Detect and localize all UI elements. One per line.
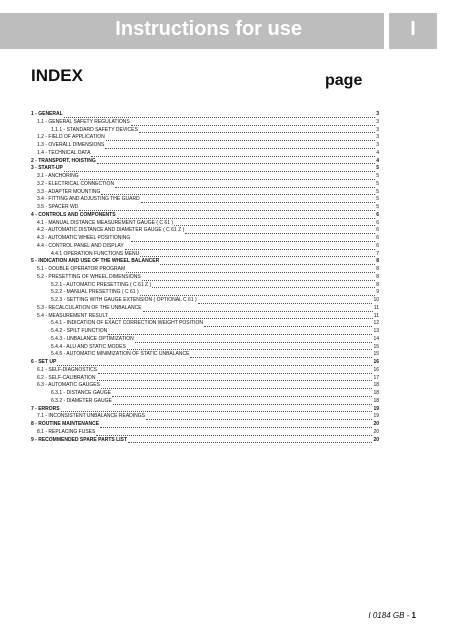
header-language: I — [410, 18, 416, 40]
toc-entry-page: 4 — [376, 157, 379, 164]
toc-entry[interactable] — [31, 382, 379, 390]
toc-entry-title: 5.1 - DOUBLE OPERATOR PROGRAM — [37, 266, 126, 272]
toc-entry-page: 10 — [373, 297, 379, 303]
header-title: Instructions for use — [115, 18, 302, 40]
toc-entry[interactable] — [31, 134, 379, 142]
toc-entry-page: 5 — [376, 173, 379, 179]
toc-entry-title: 6.1 - SELF-DIAGNOSTICS — [37, 366, 98, 373]
toc-dot-leader — [105, 143, 375, 149]
toc-entry-page: 18 — [373, 397, 379, 404]
toc-dot-leader — [204, 321, 372, 327]
toc-entry[interactable] — [31, 390, 379, 398]
toc-entry-page: 15 — [373, 343, 379, 350]
toc-entry-page: 20 — [373, 428, 379, 435]
toc-entry-title: 1.3 - OVERALL DIMENSIONS — [37, 142, 105, 148]
toc-entry-title: 2 - TRANSPORT, HOISTING — [31, 157, 96, 164]
toc-entry[interactable] — [31, 150, 379, 158]
toc-entry-page: 20 — [373, 421, 379, 427]
toc-dot-leader — [190, 352, 372, 358]
toc-entry-page: 3 — [376, 111, 379, 117]
toc-dot-leader — [113, 399, 373, 405]
toc-entry-page: 17 — [373, 374, 379, 381]
toc-entry[interactable] — [31, 429, 379, 437]
toc-entry-title: 4.2 - AUTOMATIC DISTANCE AND DIAMETER GAUGE ( C 61 Z ) — [37, 227, 185, 234]
toc-dot-leader — [97, 158, 375, 164]
toc-entry-title: 4.1 - MANUAL DISTANCE MEASUREMENT GAUGE ( C 61 ) — [37, 219, 174, 226]
toc-dot-leader — [117, 213, 376, 219]
toc-dot-leader — [57, 360, 372, 366]
toc-dot-leader — [160, 259, 375, 265]
toc-dot-leader — [125, 244, 376, 250]
toc-dot-leader — [115, 182, 375, 188]
toc-dot-leader — [126, 267, 375, 273]
toc-entry-title: 3 - START-UP — [31, 165, 63, 172]
toc-entry-title: 3.3 - ADAPTER MOUNTING — [37, 188, 101, 195]
toc-entry-page: 6 — [376, 227, 379, 234]
toc-entry-page: 6 — [376, 219, 379, 226]
toc-entry-page: 6 — [376, 211, 379, 218]
toc-entry-page: 8 — [376, 258, 379, 265]
toc-entry-title: 1.1.1 - STANDARD SAFETY DEVICES — [51, 126, 138, 133]
toc-entry[interactable] — [31, 227, 379, 235]
toc-entry-page: 15 — [373, 351, 379, 358]
toc-entry[interactable] — [31, 320, 379, 328]
toc-entry[interactable] — [31, 235, 379, 243]
toc-entry-title: 1 - GENERAL — [31, 111, 63, 117]
toc-dot-leader — [146, 414, 372, 420]
toc-dot-leader — [80, 174, 376, 180]
toc-entry-page: 3 — [376, 134, 379, 141]
toc-entry-title: 5.2.1 - AUTOMATIC PRESETTING ( C 61 Z ) — [51, 281, 152, 288]
toc-entry-page: 7 — [376, 250, 379, 257]
toc-entry-title: 5.4.4 - ALU AND STATIC MODES — [51, 343, 126, 350]
toc-entry[interactable] — [31, 305, 379, 313]
toc-entry-title: 5 - INDICATION AND USE OF THE WHEEL BALANCER — [31, 258, 160, 265]
toc-entry-page: 8 — [376, 281, 379, 288]
toc-entry-title: 7 - ERRORS — [31, 405, 60, 412]
toc-entry-title: 3.2 - ELECTRICAL CONNECTION — [37, 180, 115, 187]
toc-entry-title: 5.4.5 - AUTOMATIC MINIMIZATION OF STATIC UNBALANCE — [51, 351, 190, 358]
toc-entry[interactable] — [31, 336, 379, 344]
toc-entry[interactable] — [31, 359, 379, 367]
toc-entry[interactable] — [31, 189, 379, 197]
toc-entry-page: 5 — [376, 204, 379, 210]
toc-dot-leader — [185, 228, 375, 234]
toc-dot-leader — [97, 375, 373, 381]
toc-entry-title: 7.1 - INCONSISTENT UNBALANCE READINGS — [37, 413, 145, 420]
toc-dot-leader — [131, 236, 375, 242]
toc-entry-page: 14 — [373, 335, 379, 342]
toc-dot-leader — [109, 313, 373, 319]
toc-entry[interactable] — [31, 297, 379, 305]
toc-entry[interactable] — [31, 344, 379, 352]
toc-entry-title: 6.3.2 - DIAMETER GAUGE — [51, 397, 112, 404]
toc-entry[interactable] — [31, 181, 379, 189]
toc-entry[interactable] — [31, 196, 379, 204]
toc-entry-title: 4.3 - AUTOMATIC WHEEL POSITIONING — [37, 235, 131, 241]
toc-dot-leader — [174, 220, 375, 226]
toc-entry[interactable] — [31, 142, 379, 150]
toc-entry-page: 5 — [376, 180, 379, 187]
toc-entry[interactable] — [31, 413, 379, 421]
toc-entry-page: 11 — [373, 304, 379, 311]
toc-entry-page: 3 — [376, 126, 379, 133]
toc-entry-page: 5 — [376, 165, 379, 172]
toc-dot-leader — [64, 112, 376, 118]
toc-entry[interactable] — [31, 165, 379, 173]
toc-entry-page: 16 — [373, 359, 379, 365]
index-heading: INDEX — [31, 66, 83, 85]
toc-entry-page: 4 — [376, 149, 379, 156]
toc-entry[interactable] — [31, 204, 379, 212]
toc-entry-title: 6.3.1 - DISTANCE GAUGE — [51, 390, 111, 396]
toc-entry-page: 13 — [373, 328, 379, 334]
toc-entry-title: 3.1 - ANCHORING — [37, 173, 79, 179]
toc-entry-page: 18 — [373, 390, 379, 396]
toc-entry-page: 3 — [376, 118, 379, 125]
toc-dot-leader — [198, 298, 373, 304]
toc-dot-leader — [101, 189, 375, 195]
toc-entry-page: 3 — [376, 142, 379, 148]
table-of-contents — [31, 111, 379, 444]
toc-entry-title: 1.2 - FIELD OF APPLICATION — [37, 134, 105, 141]
page-header — [0, 13, 452, 49]
toc-dot-leader — [112, 391, 373, 397]
toc-entry-title: 1.1 - GENERAL SAFETY REGULATIONS — [37, 118, 130, 125]
toc-entry[interactable] — [31, 328, 379, 336]
toc-entry-title: 3.5 - SPACER WD — [37, 204, 79, 210]
toc-entry[interactable] — [31, 437, 379, 445]
toc-dot-leader — [143, 306, 373, 312]
toc-entry-title: 5.2.2 - MANUAL PRESETTING ( C 61 ) — [51, 289, 139, 296]
toc-entry[interactable] — [31, 375, 379, 383]
toc-dot-leader — [108, 329, 372, 335]
page-column-heading: page — [325, 72, 363, 89]
footer-page-number: 1 — [411, 611, 416, 620]
toc-entry[interactable] — [31, 274, 379, 282]
toc-entry[interactable] — [31, 367, 379, 375]
toc-entry[interactable] — [31, 398, 379, 406]
toc-entry-page: 6 — [376, 235, 379, 241]
toc-entry-title: 5.4.3 - UNBALANCE OPTIMIZATION — [51, 335, 134, 342]
toc-entry-title: 6.2 - SELF-CALIBRATION — [37, 374, 96, 381]
toc-entry-page: 20 — [373, 436, 379, 443]
toc-dot-leader — [142, 275, 376, 281]
toc-entry[interactable] — [31, 313, 379, 321]
footer-doc-code: I 0184 GB — [368, 611, 405, 620]
toc-entry-page: 8 — [376, 273, 379, 280]
toc-entry-page: 16 — [373, 366, 379, 373]
toc-dot-leader — [61, 406, 373, 412]
toc-entry-page: 5 — [376, 196, 379, 203]
toc-entry-title: 3.4 - FITTING AND ADJUSTING THE GUARD — [37, 196, 140, 203]
toc-dot-leader — [79, 205, 375, 211]
toc-dot-leader — [152, 282, 375, 288]
toc-entry[interactable] — [31, 111, 379, 119]
toc-entry[interactable] — [31, 212, 379, 220]
toc-dot-leader — [98, 368, 372, 374]
toc-entry-page: 6 — [376, 242, 379, 249]
toc-entry-page: 12 — [373, 320, 379, 327]
toc-entry-title: 5.4.1 - INDICATION OF EXACT CORRECTION WEIGHT POSITION — [51, 320, 203, 327]
toc-entry[interactable] — [31, 251, 379, 259]
toc-dot-leader — [141, 197, 376, 203]
toc-dot-leader — [101, 383, 373, 389]
toc-entry[interactable] — [31, 119, 379, 127]
toc-entry-title: 8.1 - REPLACING FUSES — [37, 428, 96, 435]
toc-dot-leader — [64, 166, 375, 172]
toc-entry-page: 18 — [373, 382, 379, 389]
toc-entry-title: 4.4.1 OPERATION FUNCTIONS MENU — [51, 250, 140, 257]
footer-separator: - — [404, 611, 412, 620]
toc-entry-title: 6 - SET UP — [31, 359, 57, 365]
toc-entry[interactable] — [31, 220, 379, 228]
toc-entry-title: 5.3 - RECALCULATION OF THE UNBALANCE — [37, 304, 142, 311]
toc-dot-leader — [91, 151, 375, 157]
toc-entry[interactable] — [31, 421, 379, 429]
toc-entry-title: 4.4 - CONTROL PANEL AND DISPLAY — [37, 242, 124, 249]
toc-entry[interactable] — [31, 351, 379, 359]
toc-entry-title: 5.4.2 - SPILT FUNCTION — [51, 328, 108, 334]
toc-dot-leader — [106, 135, 376, 141]
toc-entry-page: 5 — [376, 188, 379, 195]
toc-entry-page: 19 — [373, 405, 379, 412]
toc-dot-leader — [139, 127, 375, 133]
toc-entry-title: 5.4 - MEASUREMENT RESULT — [37, 312, 108, 319]
toc-dot-leader — [135, 337, 373, 343]
toc-entry-title: 1.4 - TECHNICAL DATA — [37, 149, 91, 156]
toc-dot-leader — [127, 344, 373, 350]
toc-dot-leader — [96, 430, 372, 436]
toc-dot-leader — [131, 120, 376, 126]
toc-entry[interactable] — [31, 127, 379, 135]
toc-entry-title: 9 - RECOMMENDED SPARE PARTS LIST — [31, 436, 127, 443]
toc-entry[interactable] — [31, 243, 379, 251]
header-language-box — [389, 13, 437, 49]
toc-entry[interactable] — [31, 258, 379, 266]
toc-entry[interactable] — [31, 158, 379, 166]
toc-entry-title: 6.3 - AUTOMATIC GAUGES — [37, 382, 100, 389]
toc-dot-leader — [140, 290, 376, 296]
toc-entry[interactable] — [31, 282, 379, 290]
toc-entry-page: 19 — [373, 413, 379, 420]
toc-entry-title: 8 - ROUTINE MAINTENANCE — [31, 421, 100, 427]
toc-entry[interactable] — [31, 406, 379, 414]
page-footer — [368, 611, 416, 620]
toc-dot-leader — [100, 422, 372, 428]
toc-entry-page: 9 — [376, 289, 379, 296]
toc-entry[interactable] — [31, 173, 379, 181]
toc-entry-title: 5.2 - PRESETTING OF WHEEL DIMENSIONS — [37, 273, 141, 280]
toc-entry-page: 8 — [376, 266, 379, 272]
toc-entry[interactable] — [31, 266, 379, 274]
toc-entry-page: 11 — [373, 312, 379, 319]
toc-entry-title: 4 - CONTROLS AND COMPONENTS — [31, 211, 116, 218]
toc-dot-leader — [128, 437, 373, 443]
toc-dot-leader — [140, 251, 375, 257]
toc-entry[interactable] — [31, 289, 379, 297]
header-bar — [0, 13, 384, 49]
toc-entry-title: 5.2.3 - SETTING WITH GAUGE EXTENSION ( OPTIONAL C 61 ) — [51, 297, 197, 303]
